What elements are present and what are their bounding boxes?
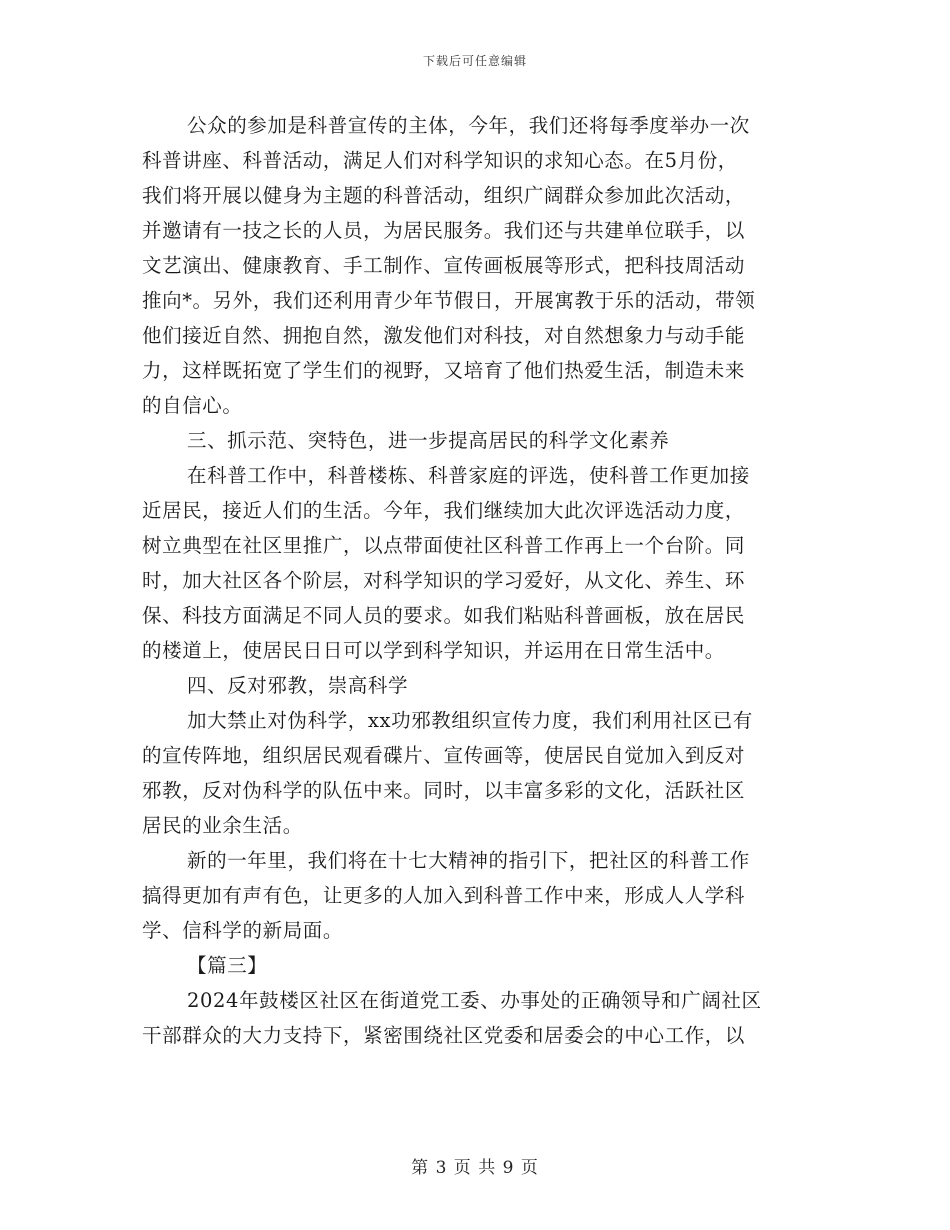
text-line: 公众的参加是科普宣传的主体，今年，我们还将每季度举办一次 bbox=[187, 114, 750, 137]
text-line: 居民的业余生活。 bbox=[142, 814, 303, 837]
text-line: 文艺演出、健康教育、手工制作、宣传画板展等形式，把科技周活动 bbox=[142, 254, 746, 277]
text-line: 推向*。另外，我们还利用青少年节假日，开展寓教于乐的活动，带领 bbox=[142, 289, 756, 312]
section-heading bbox=[142, 423, 806, 458]
text-line: 搞得更加有声有色，让更多的人加入到科普工作中来，形成人人学科 bbox=[142, 884, 746, 907]
body-text bbox=[142, 108, 806, 1053]
text-line: 时，加大社区各个阶层，对科学知识的学习爱好，从文化、养生、环 bbox=[142, 569, 746, 592]
text-line: 他们接近自然、拥抱自然，激发他们对科技，对自然想象力与动手能 bbox=[142, 324, 746, 347]
paragraph bbox=[142, 458, 806, 668]
text-line: 我们将开展以健身为主题的科普活动，组织广阔群众参加此次活动， bbox=[142, 184, 746, 207]
page-header: 下载后可任意编辑 bbox=[422, 54, 527, 68]
section-heading bbox=[142, 668, 806, 703]
text-line: 四、反对邪教，崇高科学 bbox=[187, 674, 409, 697]
text-line: 近居民，接近人们的生活。今年，我们继续加大此次评选活动力度， bbox=[142, 499, 746, 522]
text-line: 并邀请有一技之长的人员，为居民服务。我们还与共建单位联手，以 bbox=[142, 219, 746, 242]
paragraph bbox=[142, 983, 806, 1053]
text-line: 学、信科学的新局面。 bbox=[142, 919, 344, 942]
text-line: 的宣传阵地，组织居民观看碟片、宣传画等，使居民自觉加入到反对 bbox=[142, 744, 746, 767]
text-line: 的楼道上，使居民日日可以学到科学知识，并运用在日常生活中。 bbox=[142, 639, 725, 662]
text-line: 力，这样既拓宽了学生们的视野，又培育了他们热爱生活，制造未来 bbox=[142, 359, 746, 382]
page-footer: 第 3 页 共 9 页 bbox=[411, 1158, 539, 1178]
paragraph bbox=[142, 108, 806, 423]
text-line: 邪教，反对伪科学的队伍中来。同时，以丰富多彩的文化，活跃社区 bbox=[142, 779, 746, 802]
text-line: 在科普工作中，科普楼栋、科普家庭的评选，使科普工作更加接 bbox=[187, 464, 750, 487]
text-line: 新的一年里，我们将在十七大精神的指引下，把社区的科普工作 bbox=[187, 849, 750, 872]
paragraph bbox=[142, 703, 806, 843]
text-line: 干部群众的大力支持下，紧密围绕社区党委和居委会的中心工作，以 bbox=[142, 1024, 746, 1047]
text-line: 树立典型在社区里推广，以点带面使社区科普工作再上一个台阶。同 bbox=[142, 534, 746, 557]
text-line: 的自信心。 bbox=[142, 394, 243, 417]
text-line: 科普讲座、科普活动，满足人们对科学知识的求知心态。在5月份， bbox=[142, 149, 738, 172]
text-line: 【篇三】 bbox=[187, 954, 268, 977]
text-line: 保、科技方面满足不同人员的要求。如我们粘贴科普画板，放在居民 bbox=[142, 604, 746, 627]
text-line: 三、抓示范、突特色，进一步提高居民的科学文化素养 bbox=[187, 429, 670, 452]
paragraph bbox=[142, 843, 806, 948]
text-line: 加大禁止对伪科学，xx功邪教组织宣传力度，我们利用社区已有 bbox=[187, 709, 753, 732]
text-line: 2024年鼓楼区社区在街道党工委、办事处的正确领导和广阔社区 bbox=[187, 989, 762, 1012]
section-heading bbox=[142, 948, 806, 983]
